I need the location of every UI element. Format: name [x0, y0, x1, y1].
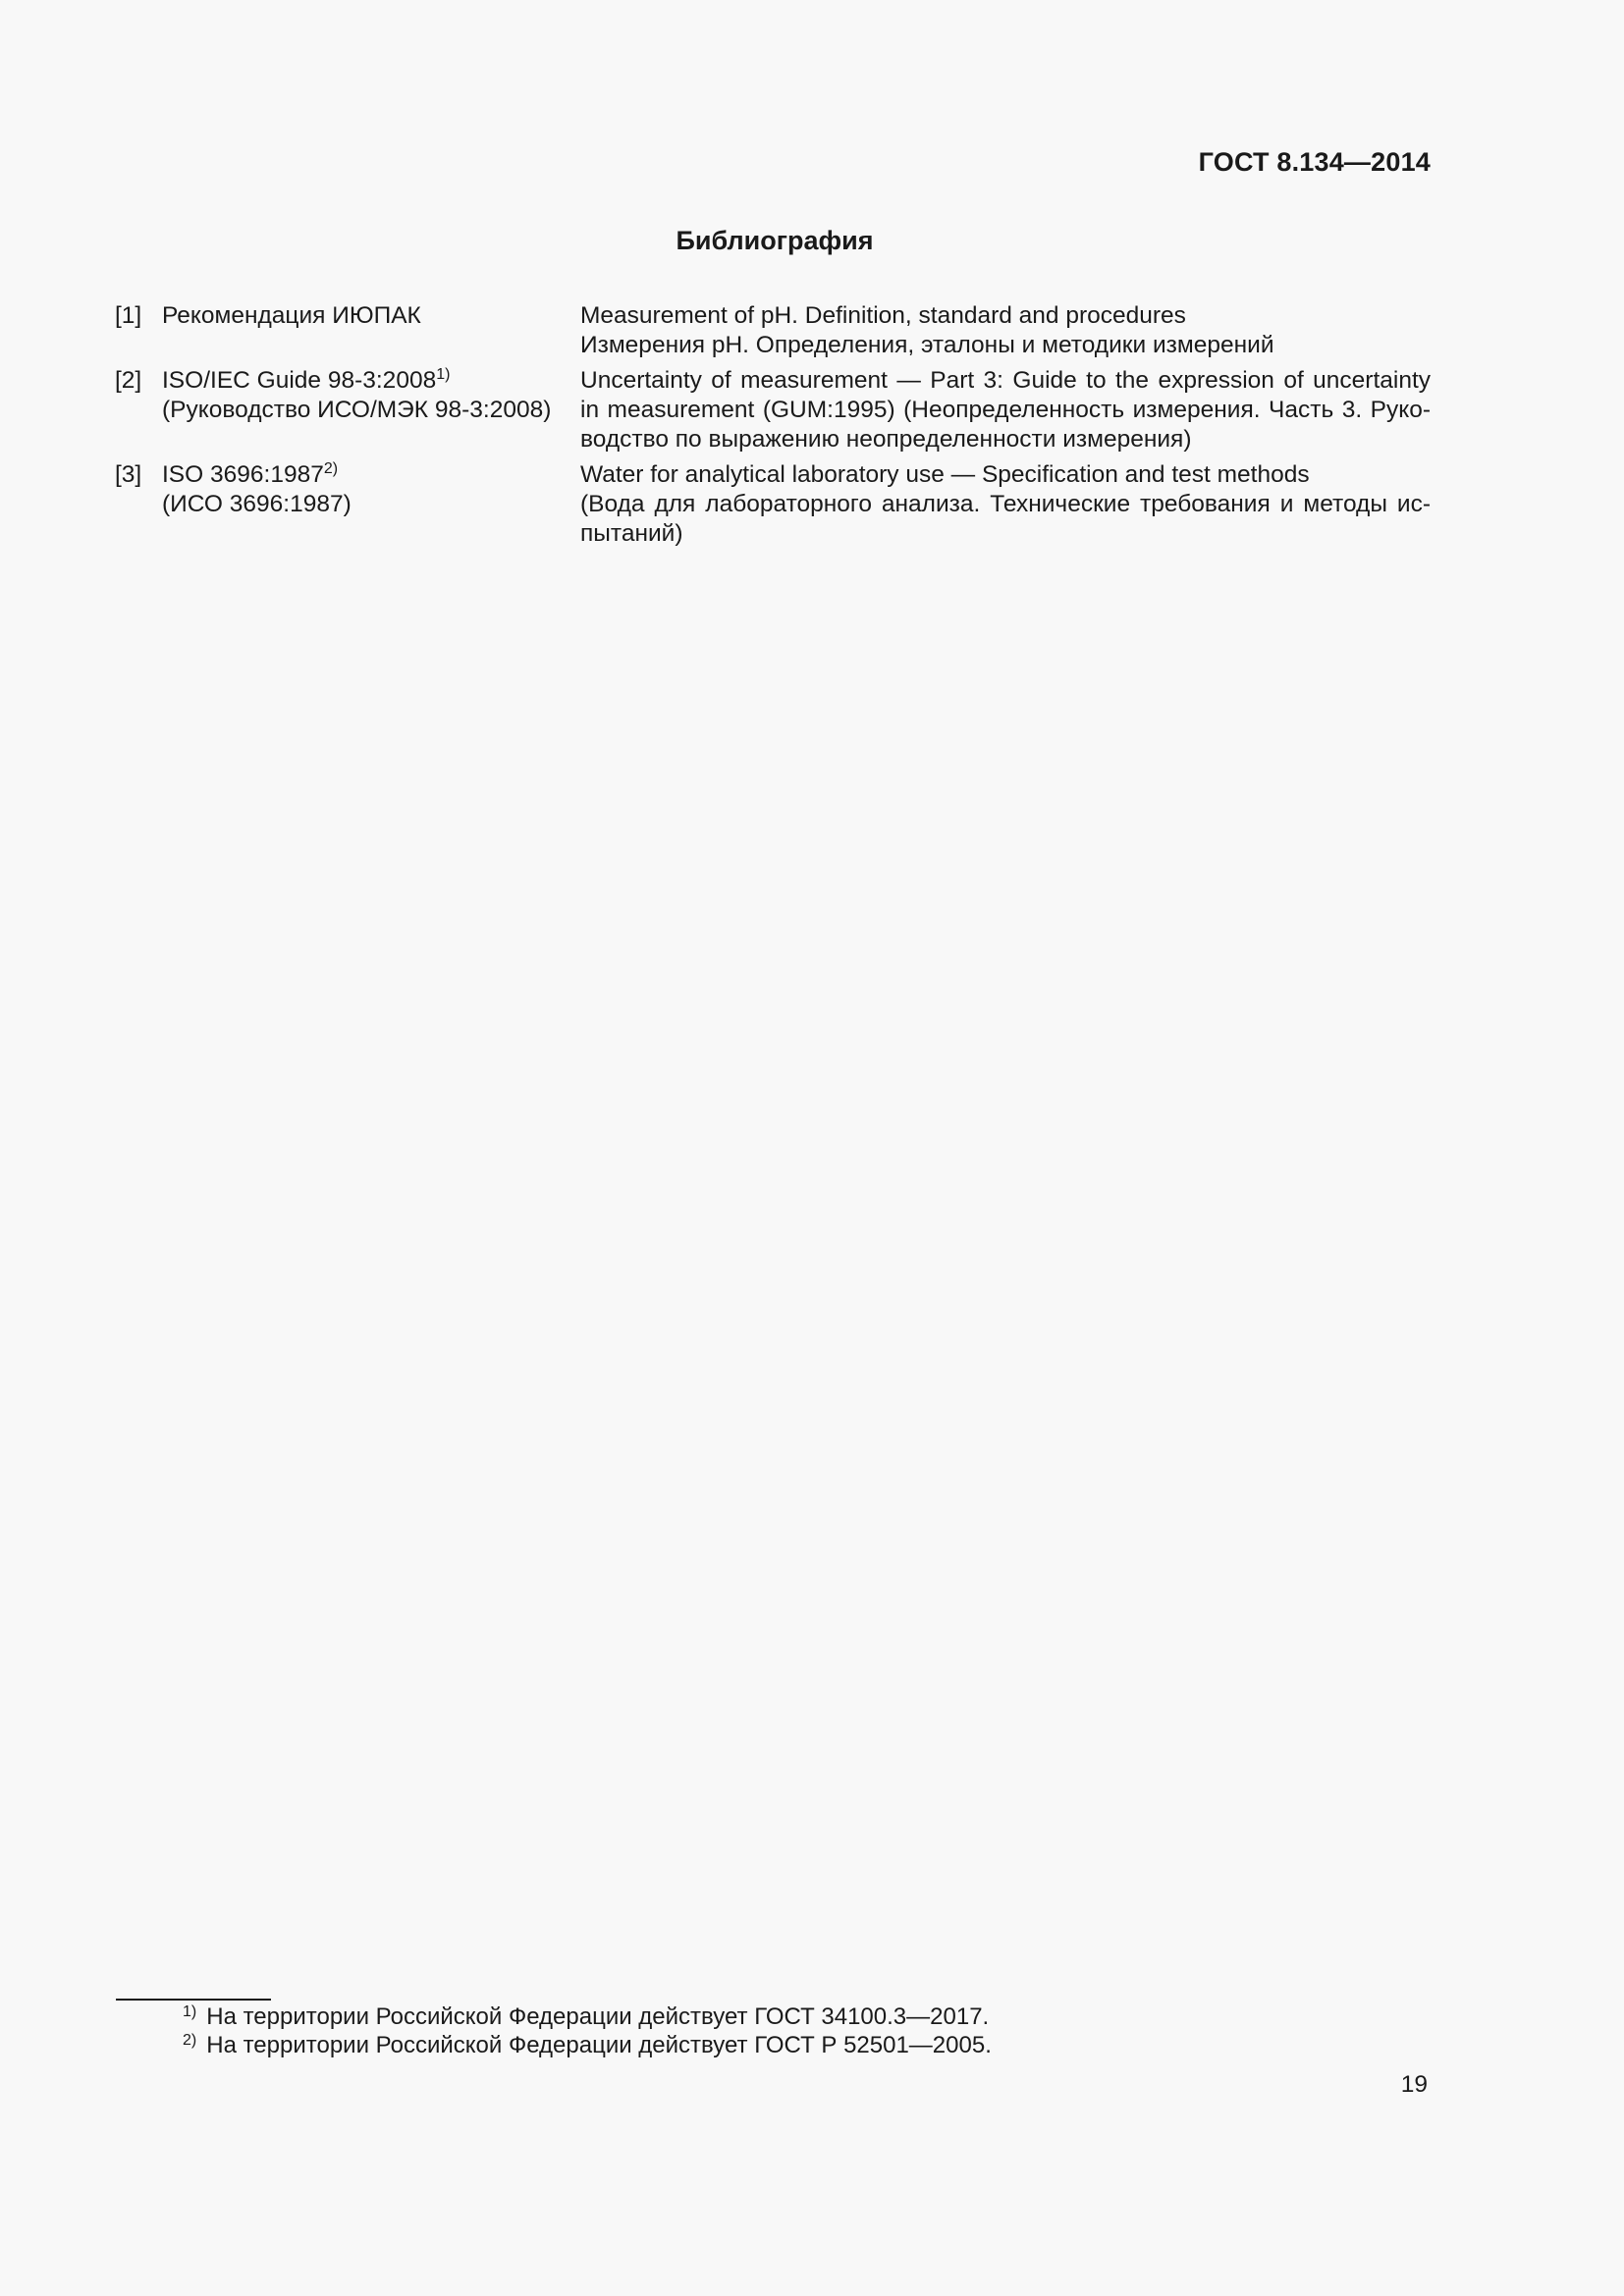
- entry-reference: [162, 460, 580, 549]
- page-number: 19: [1400, 2071, 1428, 2098]
- footnote-marker: 1): [436, 366, 451, 383]
- reference-translation: (ИСО 3696:1987): [162, 491, 352, 517]
- reference-line: ISO/IEC Guide 98-3:2008: [162, 367, 437, 394]
- footnote-marker: 2): [323, 460, 339, 477]
- bibliography-title: Библиография: [676, 226, 874, 255]
- description-line: Water for analytical laboratory use — Specification and test methods: [580, 461, 1310, 488]
- footnote-separator: [116, 1999, 271, 2001]
- entry-number: [3]: [115, 461, 142, 488]
- description-line: in measurement (GUM:1995) (Неопределенность измерения. Часть 3. Руко-: [580, 397, 1431, 423]
- entry-number: [1]: [115, 302, 142, 329]
- bibliography-entry-1: [115, 301, 1431, 360]
- footnote-1: [183, 2002, 992, 2031]
- description-line: водство по выражению неопределенности измерения): [580, 426, 1192, 453]
- entry-reference: [162, 301, 580, 360]
- description-line: Measurement of pH. Definition, standard and procedures: [580, 302, 1186, 329]
- bibliography-list: [115, 301, 1431, 555]
- description-line: Измерения pH. Определения, эталоны и методики измерений: [580, 332, 1274, 358]
- footnote-text: На территории Российской Федерации действует ГОСТ Р 52501—2005.: [206, 2032, 992, 2058]
- footnote-2: [183, 2031, 992, 2059]
- reference-translation: (Руководство ИСО/МЭК 98-3:2008): [162, 397, 552, 423]
- reference-line: Рекомендация ИЮПАК: [162, 302, 421, 329]
- document-code: ГОСТ 8.134—2014: [1198, 147, 1431, 177]
- reference-line: ISO 3696:1987: [162, 461, 324, 488]
- description-line: Uncertainty of measurement — Part 3: Guide to the expression of uncertainty: [580, 367, 1431, 394]
- footnotes: [183, 2002, 992, 2059]
- bibliography-entry-3: [115, 460, 1431, 549]
- bibliography-entry-2: [115, 366, 1431, 454]
- entry-number: [2]: [115, 367, 142, 394]
- footnote-text: На территории Российской Федерации действует ГОСТ 34100.3—2017.: [206, 2003, 990, 2030]
- footnote-marker: 1): [183, 2003, 197, 2020]
- entry-reference: [162, 366, 580, 454]
- entry-description: [580, 366, 1431, 454]
- entry-description: [580, 301, 1431, 360]
- description-line: (Вода для лабораторного анализа. Технические требования и методы ис-: [580, 491, 1431, 517]
- entry-description: [580, 460, 1431, 549]
- footnote-marker: 2): [183, 2032, 197, 2049]
- description-line: пытаний): [580, 520, 683, 547]
